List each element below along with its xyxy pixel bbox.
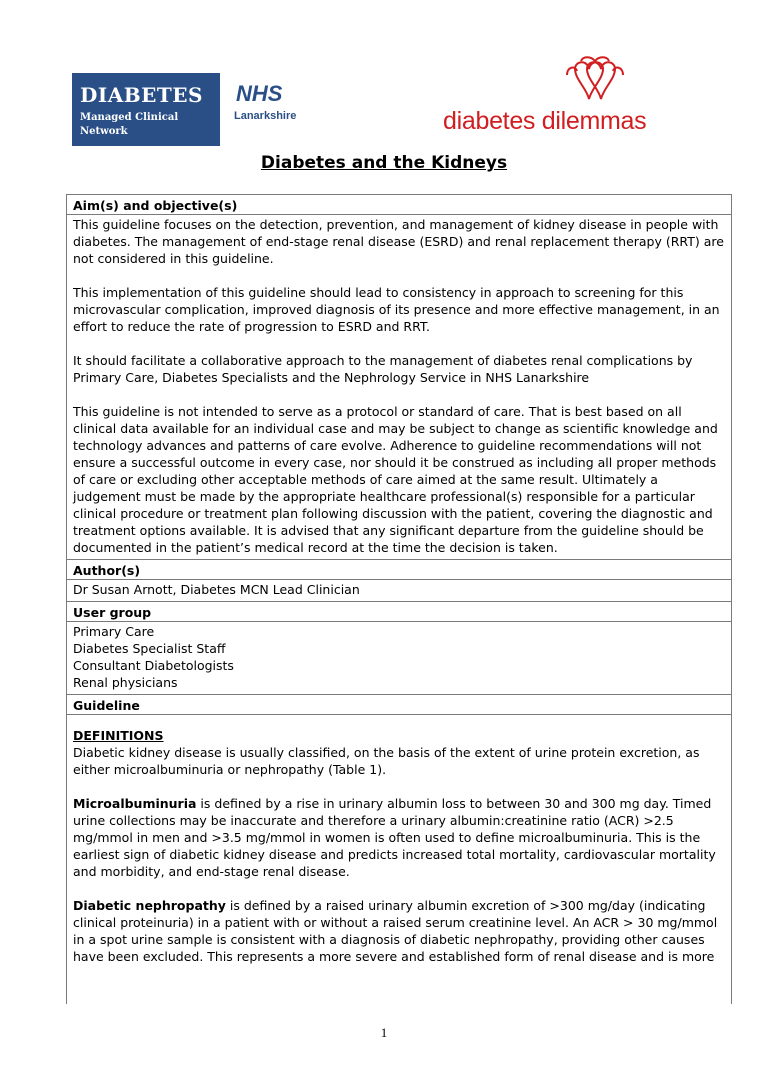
guideline-body bbox=[67, 715, 731, 965]
nephropathy-paragraph bbox=[73, 897, 725, 965]
nephropathy-text: is defined by a raised urinary albumin excretion of >300 mg/day (indicating clinical proteinuria) in a patient with or without a raised serum creatinine level. An ACR > 30 mg/mmol in a spot urine sample is consistent with a diagnosis of diabetic nephropathy, providing other causes have been excluded. This represents a more severe and established form of renal disease and is more bbox=[73, 898, 718, 964]
definitions-text: Diabetic kidney disease is usually classified, on the basis of the extent of urine protein excretion, as either microalbuminuria or nephropathy (Table 1). bbox=[73, 745, 700, 777]
page-number: 1 bbox=[380, 1025, 388, 1040]
page-title: Diabetes and the Kidneys bbox=[260, 153, 508, 173]
aims-header: Aim(s) and objective(s) bbox=[67, 195, 731, 215]
nephropathy-term: Diabetic nephropathy bbox=[73, 898, 226, 913]
microalbuminuria-term: Microalbuminuria bbox=[73, 796, 197, 811]
definitions-heading: DEFINITIONS bbox=[73, 728, 164, 743]
aims-paragraph: This implementation of this guideline should lead to consistency in approach to screening for this microvascular complication, improved diagnosis of its presence and more effective management, in an effort to reduce the rate of progression to ESRD and RRT. bbox=[73, 285, 720, 334]
microalbuminuria-text: is defined by a rise in urinary albumin loss to between 30 and 300 mg day. Timed urine collections may be inaccurate and therefore a urinary albumin:creatinine ratio (ACR) >2.5 mg/mmol in men and >3.5 mg/mmol in women is often used to define microalbuminuria. This is the earliest sign of diabetic kidney disease and predicts increased total mortality, cardiovascular mortality and morbidity, and end-stage renal disease. bbox=[73, 796, 716, 879]
aims-cell bbox=[67, 215, 731, 560]
diabetes-logo-title: DIABETES bbox=[80, 83, 203, 107]
guideline-table bbox=[66, 194, 732, 1004]
wordmark-dilemmas: dilemmas bbox=[541, 107, 647, 135]
user-group-item: Consultant Diabetologists bbox=[73, 658, 234, 673]
user-group-item: Renal physicians bbox=[73, 675, 178, 690]
user-group-header: User group bbox=[67, 602, 731, 622]
microalbuminuria-paragraph bbox=[73, 795, 725, 880]
diabetes-dilemmas-wordmark bbox=[443, 107, 646, 136]
nhs-logo-text: NHS bbox=[236, 81, 283, 106]
nhs-lanarkshire-logo bbox=[228, 82, 308, 142]
diabetes-logo-subtitle: Managed Clinical Network bbox=[80, 112, 179, 137]
author-header: Author(s) bbox=[67, 560, 731, 580]
nhs-region-text: Lanarkshire bbox=[234, 110, 297, 122]
aims-paragraph: This guideline focuses on the detection, prevention, and management of kidney disease in people with diabetes. The management of end-stage renal disease (ESRD) and renal replacement therapy (RRT) are not considered in this guideline. bbox=[73, 217, 724, 266]
user-group-item: Diabetes Specialist Staff bbox=[73, 641, 226, 656]
intertwined-hearts-icon bbox=[561, 55, 629, 105]
wordmark-diabetes: diabetes bbox=[443, 107, 536, 135]
author-cell bbox=[67, 580, 731, 602]
author-text: Dr Susan Arnott, Diabetes MCN Lead Clinician bbox=[73, 582, 360, 597]
user-group-item: Primary Care bbox=[73, 624, 155, 639]
diabetes-mcn-logo bbox=[72, 73, 220, 146]
guideline-header: Guideline bbox=[67, 695, 731, 715]
diabetes-dilemmas-logo bbox=[443, 55, 703, 140]
definitions-block bbox=[73, 727, 725, 778]
user-group-cell bbox=[67, 622, 731, 695]
aims-paragraph: This guideline is not intended to serve as a protocol or standard of care. That is best based on all clinical data available for an individual case and may be subject to change as scientific knowledge and technology advances and patterns of care evolve. Adherence to guideline recommendations will not ensure a successful outcome in every case, nor should it be construed as including all proper methods of care or excluding other acceptable methods of care aimed at the same result. Ultimately a judgement must be made by the appropriate healthcare professional(s) responsible for a particular clinical procedure or treatment plan following discussion with the patient, covering the diagnostic and treatment options available. It is advised that any significant departure from the guideline should be documented in the patient’s medical record at the time the decision is taken. bbox=[73, 404, 718, 555]
aims-paragraph: It should facilitate a collaborative approach to the management of diabetes renal complications by Primary Care, Diabetes Specialists and the Nephrology Service in NHS Lanarkshire bbox=[73, 353, 693, 385]
